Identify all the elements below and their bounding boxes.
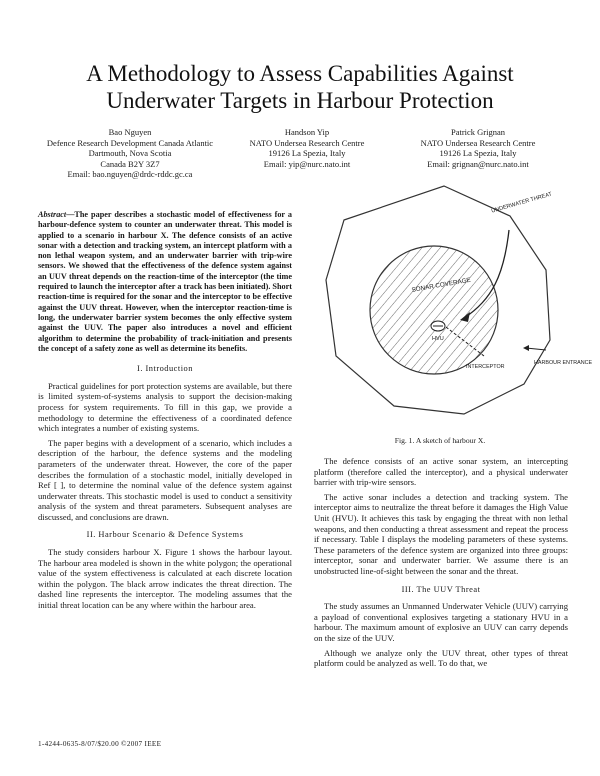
author-3 (388, 127, 568, 169)
author-2 (242, 127, 372, 169)
paragraph: The paper begins with a development of a scenario, which includes a description of the harbour, the defence systems and the modeling parameters of the underwater threat. However, the core of the paper describes the formulation of a stochastic model, initially developed in Ref [ ], to determine the nominal value of the defence system against underwater threats. This stochastic model is used to conduct a sensitivity analysis of the system and threat parameters. Subsequent analyses are discussed, and conclusions are drawn. (38, 437, 292, 522)
paragraph: Practical guidelines for port protection systems are available, but there is limited system-of-systems analysis to support the decision-making process for system requirements. To fill in this gap, we provide a methodology to determine the effectiveness of a coordinated defence which integrates a number of existing systems. (38, 380, 292, 434)
label-sonar-coverage: SONAR COVERAGE (411, 276, 472, 294)
author-email: Email: yip@nurc.nato.int (263, 158, 351, 169)
sonar-coverage-area (370, 246, 498, 374)
paragraph: The study considers harbour X. Figure 1 shows the harbour layout. The harbour area modeled is shown in the white polygon; the operational value of the system effectiveness is calculated at each discrete location within the polygon. The black arrow indicates the threat direction. The dashed line represents the interceptor. The modeling assumes that the initial threat location can be any where within the harbour area. (38, 547, 292, 611)
author-email: Email: bao.nguyen@drdc-rddc.gc.ca (67, 169, 193, 179)
author-address: 19126 La Spezia, Italy (268, 148, 346, 158)
author-address: Canada B2Y 3Z7 (100, 158, 160, 169)
author-name: Patrick Grignan (450, 127, 506, 137)
section-heading: III. The UUV Threat (401, 584, 481, 594)
title-line-1: A Methodology to Assess Capabilities Against (86, 61, 514, 86)
label-harbour-entrance: HARBOUR ENTRANCE (534, 360, 593, 366)
title-line-2: Underwater Targets in Harbour Protection (106, 88, 494, 113)
abstract-lead: Abstract (38, 210, 67, 219)
harbour-entrance-arrow (523, 345, 546, 351)
left-column (38, 210, 292, 615)
author-affiliation: NATO Undersea Research Centre (420, 137, 536, 148)
author-email: Email: grignan@nurc.nato.int (427, 158, 529, 169)
author-address: 19126 La Spezia, Italy (439, 148, 517, 158)
author-address: Dartmouth, Nova Scotia (88, 148, 172, 158)
section-heading: I. Introduction (137, 364, 193, 374)
right-column (314, 456, 568, 673)
paper-title (30, 60, 570, 114)
author-name: Bao Nguyen (108, 127, 152, 137)
paragraph: The study assumes an Unmanned Underwater Vehicle (UUV) carrying a payload of conventional explosives targeting a stationary HVU in a harbour. The maximum amount of explosive an UUV can carry depends on the size of the UUV. (314, 601, 568, 643)
label-underwater-threat: UNDERWATER THREAT (490, 191, 553, 215)
label-hvu: HVU (432, 336, 444, 342)
abstract (38, 210, 292, 354)
paragraph: Although we analyze only the UUV threat, other types of threat platform could be analyzed as well. To do that, we (314, 647, 568, 669)
copyright-footer: 1-4244-0635-8/07/$20.00 ©2007 IEEE (38, 740, 162, 748)
hvu-icon (431, 321, 445, 331)
author-1 (30, 127, 230, 180)
author-affiliation: NATO Undersea Research Centre (249, 137, 365, 148)
abstract-text: —The paper describes a stochastic model of effectiveness for a harbour-defence system to counter an underwater threat. This model is applied to a scenario in harbour X. The defence consists of an active sonar with a detection and tracking system, an intercept platform with a non lethal weapon system, and an underwater barrier with trip-wire sensors. We showed that the effectiveness of the defence system against an UUV threat depends on the reaction-time of the interceptor (the time required to launch the interceptor after a track has been initiated). Short reaction-time is required for the sonar and the interceptor to be effective against the UUV threat. However, when the interceptor reaction-time is long, the underwater barrier system becomes the only effective system against the UUV. The paper also introduces a novel and efficient algorithm to determine the probability of track-initiation and presents the concept of a safety zone as well as determine its benefits. (38, 210, 292, 353)
harbour-sketch-figure (314, 180, 593, 428)
author-name: Handson Yip (284, 127, 330, 137)
paragraph: The active sonar includes a detection and tracking system. The interceptor aims to neutralize the threat before it damages the High Value Unit (HVU). It achieves this task by engaging the threat with non lethal weapons, and then conducting a threat assessment and repeat the process if necessary. Table I displays the modeling parameters of these systems. These parameters of the defence system are organized into three groups: interceptor, sonar and underwater barrier. We assume there is an unobstructed line-of-sight between the sonar and the threat. (314, 491, 568, 576)
section-heading: II. Harbour Scenario & Defence Systems (86, 530, 244, 540)
label-interceptor: INTERCEPTOR (466, 364, 505, 370)
figure-caption: Fig. 1. A sketch of harbour X. (394, 436, 486, 445)
author-affiliation: Defence Research Development Canada Atlantic (46, 137, 214, 148)
paragraph: The defence consists of an active sonar system, an intercepting platform (therefore called the interceptor), and a physical underwater barrier with trip-wire sensors. (314, 456, 568, 488)
